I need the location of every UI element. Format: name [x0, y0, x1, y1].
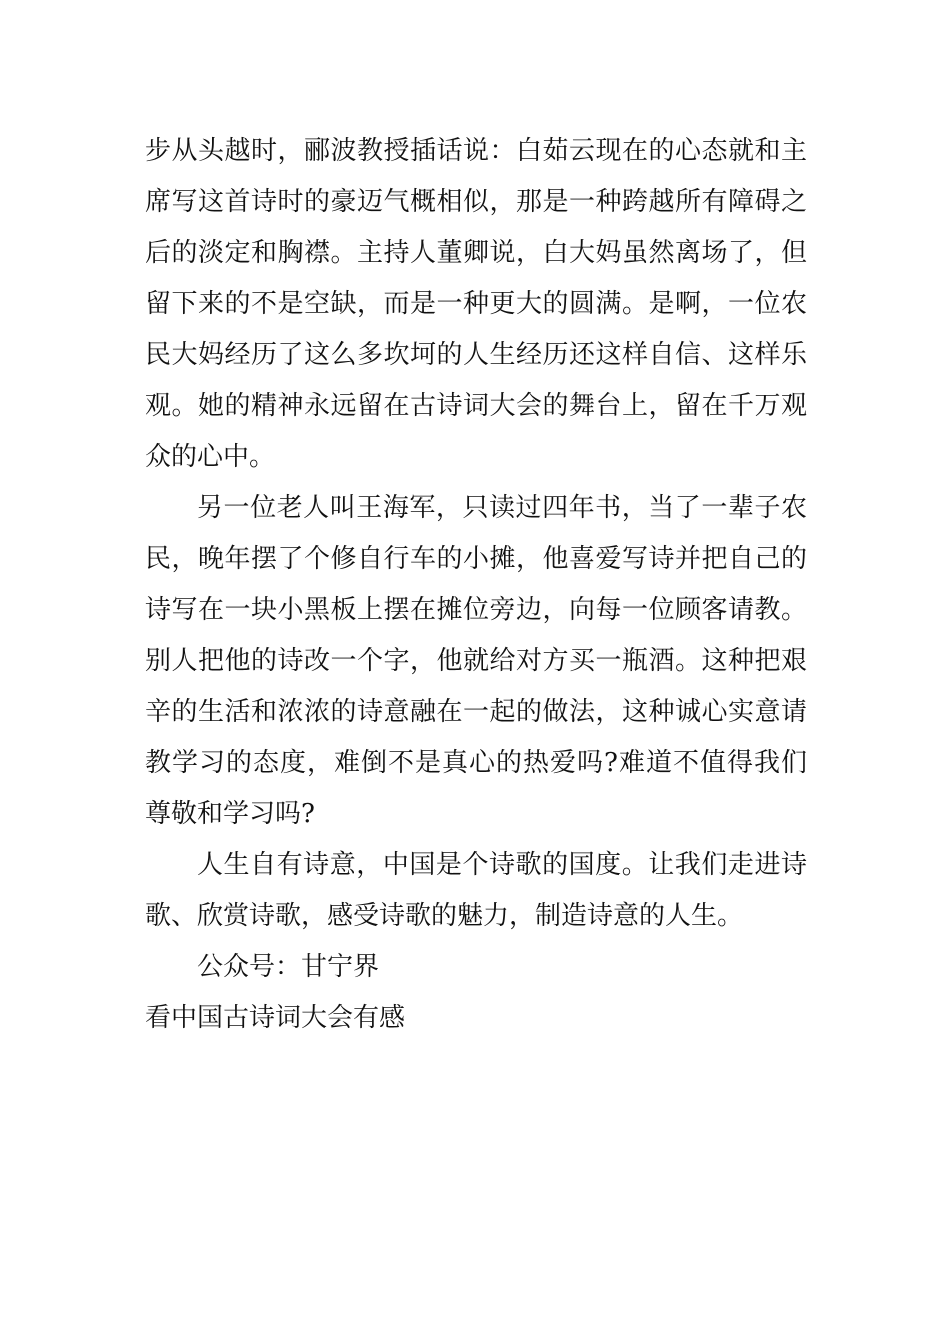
document-page — [145, 126, 807, 1044]
paragraph-conclusion: 人生自有诗意，中国是个诗歌的国度。让我们走进诗歌、欣赏诗歌，感受诗歌的魅力，制造诗意的人生。 — [145, 850, 807, 931]
paragraph-wang-haijun: 另一位老人叫王海军，只读过四年书，当了一辈子农民，晚年摆了个修自行车的小摊，他喜爱写诗并把自己的诗写在一块小黑板上摆在摊位旁边，向每一位顾客请教。别人把他的诗改一个字，他就给对方买一瓶酒。这种把艰辛的生活和浓浓的诗意融在一起的做法，这种诚心实意请教学习的态度，难倒不是真心的热爱吗?难道不值得我们尊敬和学习吗? — [145, 493, 807, 829]
document-title: 看中国古诗词大会有感 — [145, 1003, 406, 1033]
paragraph-continuation: 步从头越时，郦波教授插话说：白茹云现在的心态就和主席写这首诗时的豪迈气概相似，那是一种跨越所有障碍之后的淡定和胸襟。主持人董卿说，白大妈虽然离场了，但留下来的不是空缺，而是一种更大的圆满。是啊，一位农民大妈经历了这么多坎坷的人生经历还这样自信、这样乐观。她的精神永远留在古诗词大会的舞台上，留在千万观众的心中。 — [145, 136, 807, 472]
public-account-line: 公众号：甘宁界 — [197, 952, 380, 982]
